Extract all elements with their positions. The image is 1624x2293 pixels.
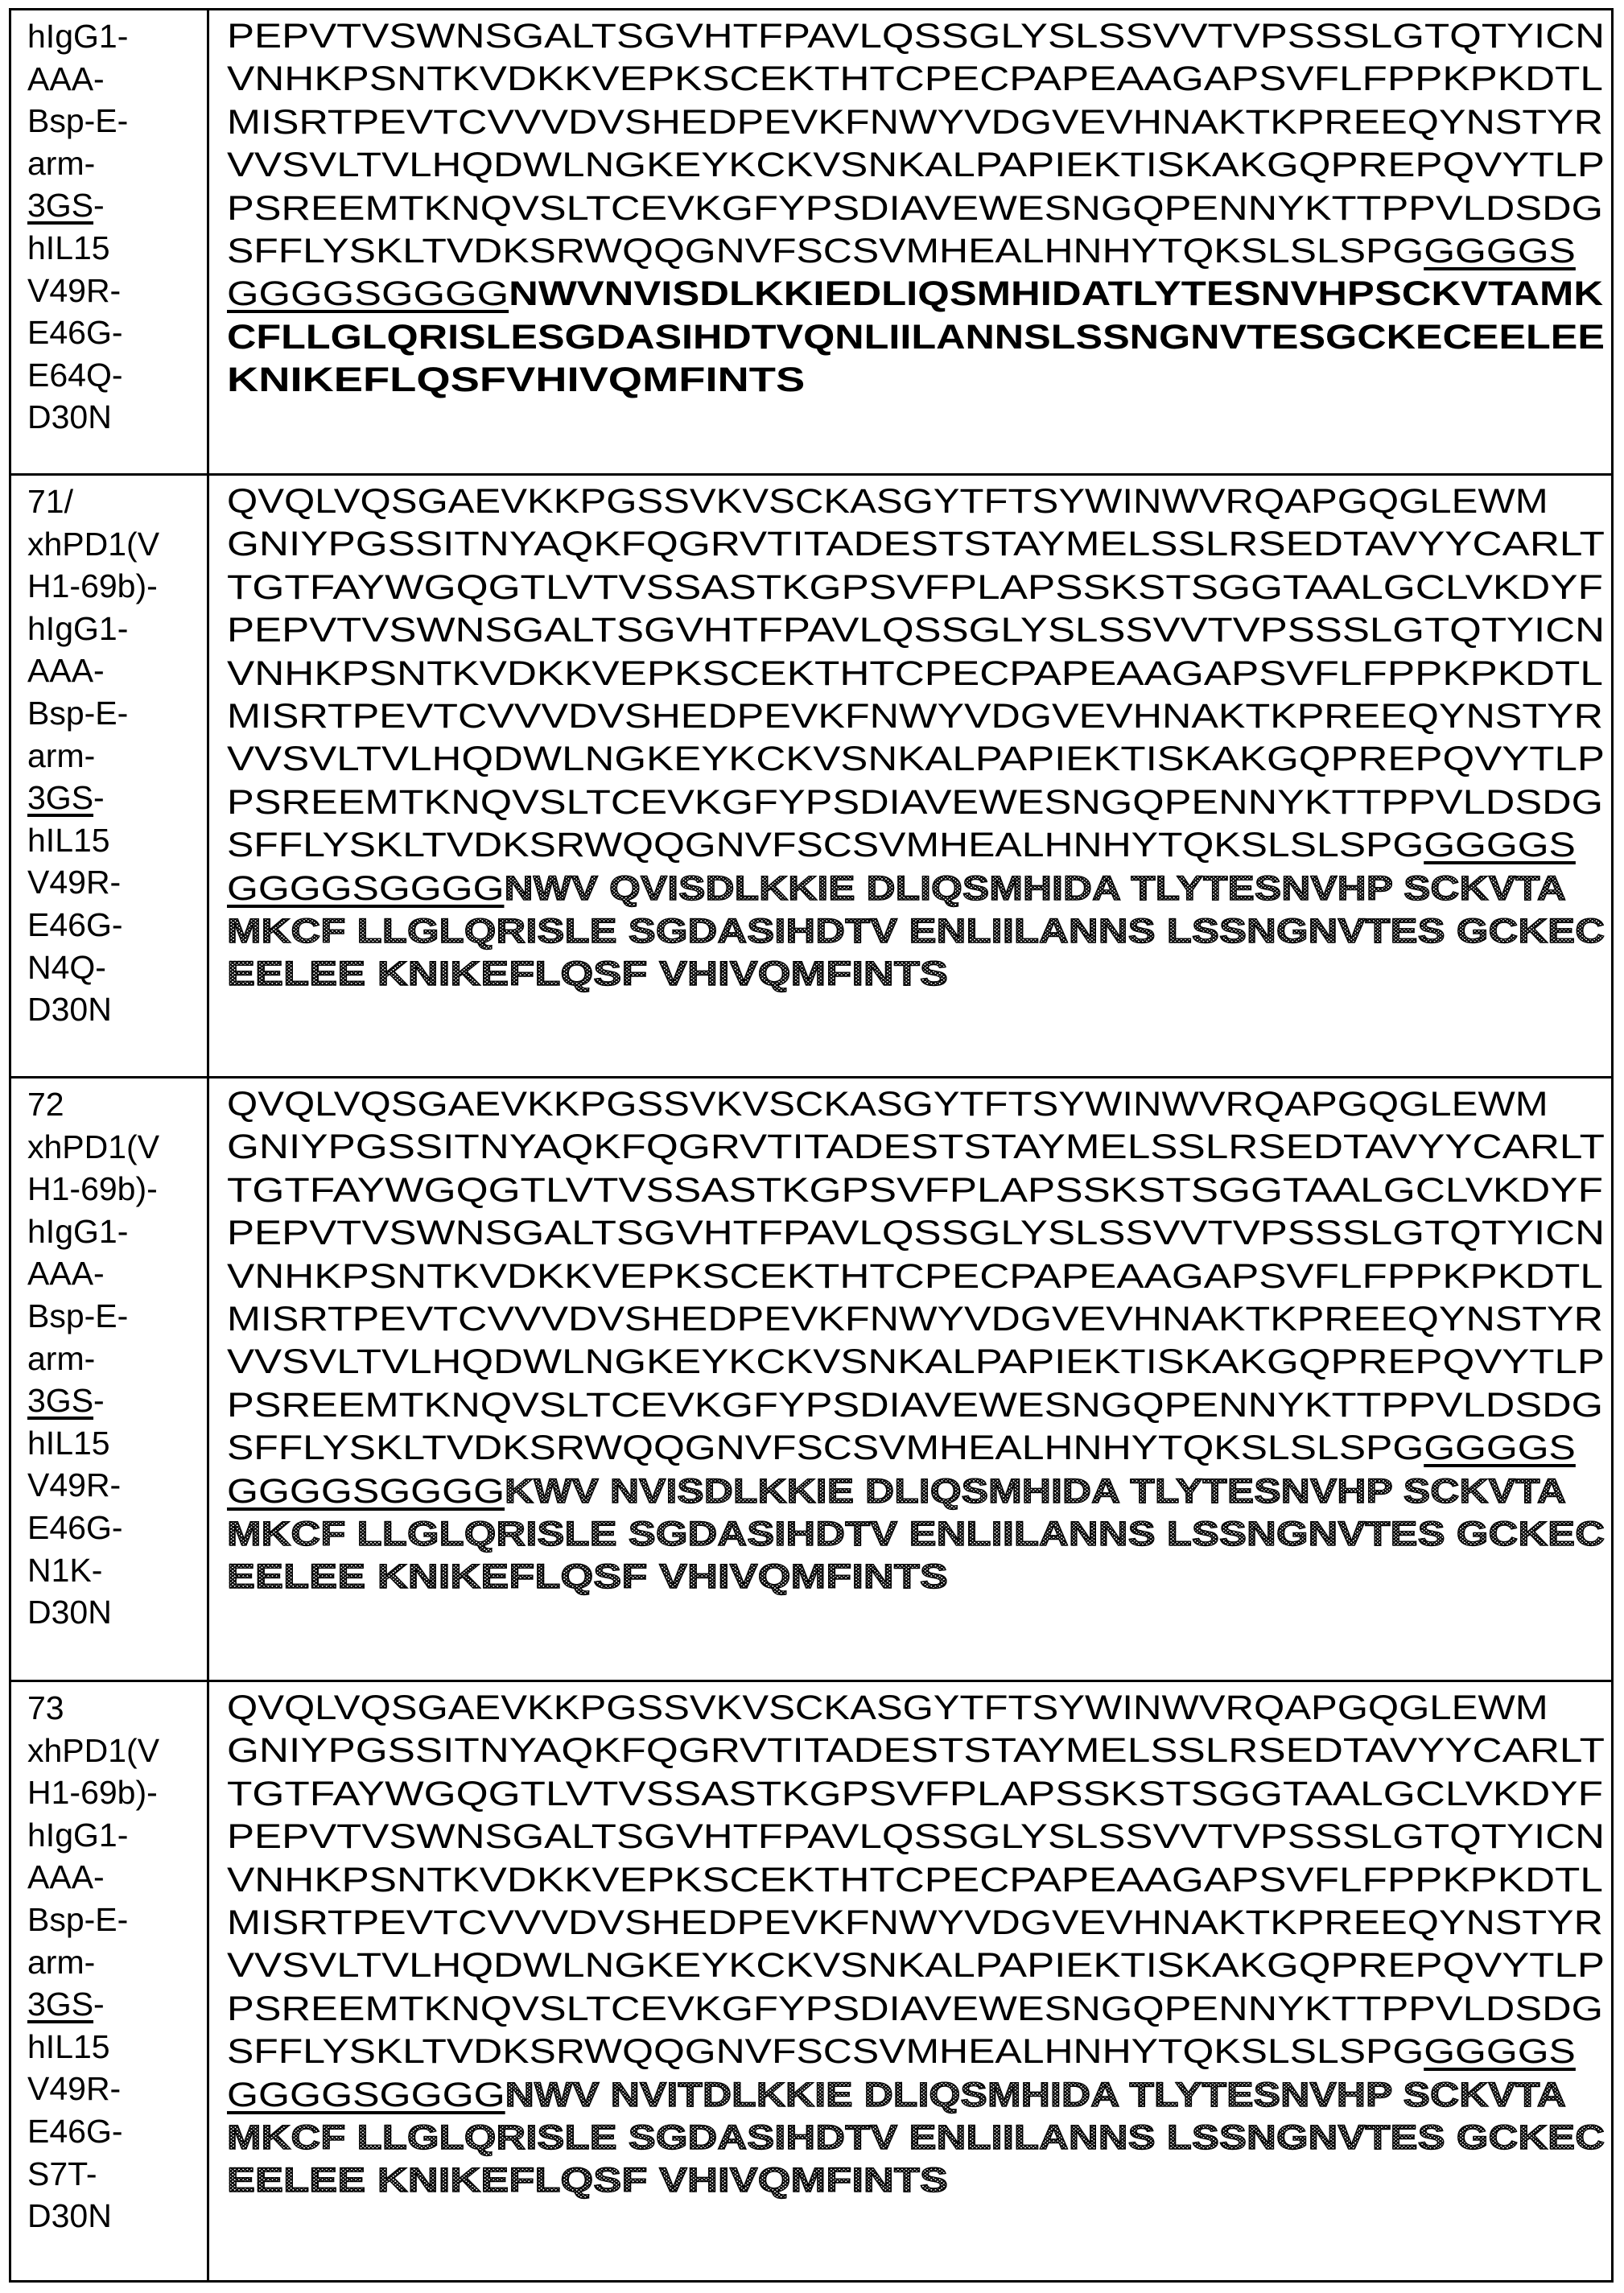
label-line: H1-69b)- (27, 1774, 158, 1812)
sequence-segment-dotted: KWV NVISDLKKIE DLIQSMHIDA TLYTESNVHP SCKVTA (505, 1471, 1567, 1511)
label-line: Bsp-E- (27, 1900, 129, 1938)
sequence-segment-underline: GGGGS (1424, 1429, 1576, 1468)
sequence-line (227, 1470, 1605, 1513)
sequence-segment-plain: PEPVTVSWNSGALTSGVHTFPAVLQSSGLYSLSSVVTVPSSSLGTQTYICN (227, 17, 1605, 56)
sequence-line (227, 653, 1605, 695)
table-row (11, 1680, 1611, 2280)
sequence-segment-plain: VVSVLTVLHQDWLNGKEYKCKVSNKALPAPIEKTISKAKGQPREPQVYTLP (227, 1342, 1605, 1382)
label-line: arm- (27, 736, 96, 774)
label-line: hIgG1- (27, 18, 129, 55)
sequence-segment-plain: SFFLYSKLTVDKSRWQQGNVFSCSVMHEALHNHYTQKSLSLSPG (227, 1429, 1424, 1468)
sequence-line (227, 101, 1605, 144)
label-line: V49R- (27, 864, 122, 901)
sequence-line (227, 1341, 1605, 1384)
sequence-line (227, 1126, 1605, 1169)
sequence-line (227, 1687, 1605, 1730)
sequence-line (227, 1384, 1605, 1427)
sequence-segment-dotted: EELEE KNIKEFLQSF VHIVQMFINTS (227, 1557, 948, 1597)
label-line: 3GS- (27, 1382, 105, 1420)
label-line: E46G- (27, 905, 123, 943)
label-line: hIgG1- (27, 609, 129, 647)
sequence-segment-plain: PSREEMTKNQVSLTCEVKGFYPSDIAVEWESNGQPENNYKTTPPVLDSDG (227, 782, 1603, 822)
label-line: hIgG1- (27, 1212, 129, 1250)
sequence-segment-plain: SFFLYSKLTVDKSRWQQGNVFSCSVMHEALHNHYTQKSLSLSPG (227, 2032, 1424, 2072)
sequence-segment-plain: SFFLYSKLTVDKSRWQQGNVFSCSVMHEALHNHYTQKSLSLSPG (227, 231, 1424, 270)
label-line: Bsp-E- (27, 1297, 129, 1334)
sequence-segment-plain: MISRTPEVTCVVVDVSHEDPEVKFNWYVDGVEVHNAKTKPREEQYNSTYR (227, 696, 1603, 736)
table-row (11, 1076, 1611, 1680)
sequence-cell (227, 1687, 1605, 2203)
label-line: N1K- (27, 1551, 103, 1589)
sequence-line (227, 316, 1605, 359)
label-line: V49R- (27, 271, 122, 309)
sequence-line (227, 953, 1605, 996)
sequence-line (227, 523, 1605, 566)
label-line: xhPD1(V (27, 1128, 160, 1165)
label-line: AAA- (27, 1858, 105, 1896)
sequence-segment-plain: PEPVTVSWNSGALTSGVHTFPAVLQSSGLYSLSSVVTVPSSSLGTQTYICN (227, 1214, 1605, 1253)
label-line: E64Q- (27, 356, 123, 394)
label-line: arm- (27, 1943, 96, 1981)
label-line: H1-69b)- (27, 1170, 158, 1208)
sequence-line (227, 2074, 1605, 2117)
sequence-segment-dotted: NWV NVITDLKKIE DLIQSMHIDA TLYTESNVHP SCKVTA (505, 2075, 1567, 2114)
label-line: D30N (27, 2197, 112, 2235)
sequence-line (227, 15, 1605, 58)
sequence-segment-plain: VVSVLTVLHQDWLNGKEYKCKVSNKALPAPIEKTISKAKGQPREPQVYTLP (227, 1946, 1605, 1986)
construct-label (27, 15, 200, 439)
sequence-line (227, 1298, 1605, 1341)
column-divider (207, 476, 209, 1076)
sequence-line (227, 1427, 1605, 1470)
sequence-cell (227, 15, 1605, 402)
sequence-segment-plain: SFFLYSKLTVDKSRWQQGNVFSCSVMHEALHNHYTQKSLSLSPG (227, 826, 1424, 865)
label-line: hIgG1- (27, 1816, 129, 1854)
sequence-segment-dotted: MKCF LLGLQRISLE SGDASIHDTV ENLIILANNS LSSNGNVTES GCKEC (227, 911, 1605, 951)
sequence-line (227, 824, 1605, 867)
label-line: D30N (27, 1594, 112, 1631)
label-line: xhPD1(V (27, 525, 160, 563)
sequence-segment-plain: QVQLVQSGAEVKKPGSSVKVSCKASGYTFTSYWINWVRQAPGQGLEWM (227, 1689, 1548, 1727)
sequence-line (227, 1556, 1605, 1598)
sequence-segment-underline: GGGGS (1424, 231, 1576, 270)
sequence-line (227, 2159, 1605, 2202)
sequence-segment-bold: NWVNVISDLKKIEDLIQSMHIDATLYTESNVHPSCKVTAMK (509, 274, 1604, 314)
sequence-segment-plain: TGTFAYWGQGTLVTVSSASTKGPSVFPLAPSSKSTSGGTAALGCLVKDYF (227, 1170, 1603, 1210)
sequence-segment-underline: GGGGSGGGG (227, 868, 505, 908)
sequence-line (227, 1988, 1605, 2031)
sequence-segment-plain: PSREEMTKNQVSLTCEVKGFYPSDIAVEWESNGQPENNYKTTPPVLDSDG (227, 188, 1603, 228)
label-line: E46G- (27, 1508, 123, 1546)
sequence-segment-plain: PEPVTVSWNSGALTSGVHTFPAVLQSSGLYSLSSVVTVPSSSLGTQTYICN (227, 611, 1605, 650)
label-line: hIL15 (27, 2027, 110, 2065)
sequence-segment-dotted: MKCF LLGLQRISLE SGDASIHDTV ENLIILANNS LSSNGNVTES GCKEC (227, 1514, 1605, 1553)
sequence-segment-plain: VVSVLTVLHQDWLNGKEYKCKVSNKALPAPIEKTISKAKGQPREPQVYTLP (227, 740, 1605, 779)
sequence-segment-plain: TGTFAYWGQGTLVTVSSASTKGPSVFPLAPSSKSTSGGTAALGCLVKDYF (227, 567, 1603, 607)
column-divider (207, 1682, 209, 2280)
sequence-segment-underline: GGGGSGGGG (227, 274, 509, 314)
sequence-line (227, 1513, 1605, 1556)
sequence-segment-plain: TGTFAYWGQGTLVTVSSASTKGPSVFPLAPSSKSTSGGTAALGCLVKDYF (227, 1774, 1603, 1813)
label-line: 3GS- (27, 779, 105, 817)
sequence-segment-plain: GNIYPGSSITNYAQKFQGRVTITADESTSTAYMELSSLRSEDTAVYYCARLT (227, 1731, 1605, 1771)
label-line: arm- (27, 1339, 96, 1377)
sequence-segment-dotted: EELEE KNIKEFLQSF VHIVQMFINTS (227, 955, 948, 994)
sequence-line (227, 1212, 1605, 1255)
sequence-line (227, 868, 1605, 910)
label-line: V49R- (27, 2070, 122, 2108)
sequence-line (227, 2117, 1605, 2159)
label-line: AAA- (27, 1255, 105, 1293)
sequence-line (227, 2031, 1605, 2073)
sequence-segment-plain: VNHKPSNTKVDKKVEPKSCEKTHTCPECPAPEAAGAPSVFLFPPKPKDTL (227, 1256, 1603, 1296)
sequence-segment-plain: QVQLVQSGAEVKKPGSSVKVSCKASGYTFTSYWINWVRQAPGQGLEWM (227, 1085, 1548, 1124)
sequence-line (227, 144, 1605, 187)
sequence-line (227, 359, 1605, 402)
sequence-line (227, 1773, 1605, 1816)
column-divider (207, 10, 209, 473)
sequence-segment-dotted: NWV QVISDLKKIE DLIQSMHIDA TLYTESNVHP SCKVTA (504, 868, 1566, 908)
construct-label (27, 480, 200, 1031)
label-line: Bsp-E- (27, 694, 129, 732)
sequence-segment-plain: GNIYPGSSITNYAQKFQGRVTITADESTSTAYMELSSLRSEDTAVYYCARLT (227, 1128, 1605, 1167)
sequence-line (227, 738, 1605, 781)
label-line: D30N (27, 398, 112, 436)
sequence-segment-plain: PSREEMTKNQVSLTCEVKGFYPSDIAVEWESNGQPENNYKTTPPVLDSDG (227, 1385, 1603, 1425)
sequence-line (227, 58, 1605, 101)
sequence-cell (227, 1083, 1605, 1599)
sequence-line (227, 230, 1605, 273)
sequence-line (227, 1945, 1605, 1987)
sequence-segment-plain: PEPVTVSWNSGALTSGVHTFPAVLQSSGLYSLSSVVTVPSSSLGTQTYICN (227, 1817, 1605, 1857)
table-row (11, 10, 1611, 473)
sequence-segment-dotted: MKCF LLGLQRISLE SGDASIHDTV ENLIILANNS LSSNGNVTES GCKEC (227, 2118, 1605, 2157)
sequence-segment-underline: GGGGSGGGG (227, 2075, 505, 2114)
label-line: hIL15 (27, 1424, 110, 1462)
sequence-segment-plain: MISRTPEVTCVVVDVSHEDPEVKFNWYVDGVEVHNAKTKPREEQYNSTYR (227, 1903, 1603, 1942)
table-row (11, 473, 1611, 1076)
sequence-line (227, 782, 1605, 824)
sequence-segment-plain: MISRTPEVTCVVVDVSHEDPEVKFNWYVDGVEVHNAKTKPREEQYNSTYR (227, 1299, 1603, 1338)
label-line: Bsp-E- (27, 102, 129, 140)
sequence-segment-bold: CFLLGLQRISLESGDASIHDTVQNLIILANNSLSSNGNVTESGCKECEELEE (227, 317, 1605, 357)
label-line: D30N (27, 991, 112, 1029)
label-line: AAA- (27, 60, 105, 97)
construct-label (27, 1687, 200, 2237)
label-line: E46G- (27, 2112, 123, 2150)
sequence-line (227, 1816, 1605, 1858)
sequence-segment-underline: GGGGS (1424, 826, 1576, 865)
sequence-segment-plain: VNHKPSNTKVDKKVEPKSCEKTHTCPECPAPEAAGAPSVFLFPPKPKDTL (227, 1860, 1603, 1899)
label-line: 3GS- (27, 187, 105, 225)
sequence-segment-plain: VVSVLTVLHQDWLNGKEYKCKVSNKALPAPIEKTISKAKGQPREPQVYTLP (227, 146, 1605, 185)
label-line: xhPD1(V (27, 1731, 160, 1769)
label-line: E46G- (27, 314, 123, 352)
sequence-line (227, 1256, 1605, 1298)
column-divider (207, 1078, 209, 1680)
label-line: 73 (27, 1689, 64, 1726)
sequence-segment-plain: MISRTPEVTCVVVDVSHEDPEVKFNWYVDGVEVHNAKTKPREEQYNSTYR (227, 102, 1603, 142)
sequence-line (227, 567, 1605, 609)
sequence-line (227, 910, 1605, 953)
label-line: arm- (27, 144, 96, 182)
label-line: 71/ (27, 483, 73, 520)
sequence-line (227, 273, 1605, 315)
sequence-segment-plain: GNIYPGSSITNYAQKFQGRVTITADESTSTAYMELSSLRSEDTAVYYCARLT (227, 525, 1605, 564)
sequence-segment-plain: PSREEMTKNQVSLTCEVKGFYPSDIAVEWESNGQPENNYKTTPPVLDSDG (227, 1989, 1603, 2028)
sequence-line (227, 695, 1605, 738)
label-line: 72 (27, 1086, 64, 1123)
sequence-segment-underline: GGGGSGGGG (227, 1471, 505, 1511)
label-line: V49R- (27, 1466, 122, 1504)
sequence-segment-dotted: EELEE KNIKEFLQSF VHIVQMFINTS (227, 2161, 948, 2200)
label-line: 3GS- (27, 1986, 105, 2023)
sequence-segment-underline: GGGGS (1424, 2032, 1576, 2072)
label-line: S7T- (27, 2155, 97, 2192)
construct-label (27, 1083, 200, 1634)
label-line: N4Q- (27, 948, 106, 986)
label-line: AAA- (27, 652, 105, 690)
sequence-segment-plain: VNHKPSNTKVDKKVEPKSCEKTHTCPECPAPEAAGAPSVFLFPPKPKDTL (227, 654, 1603, 693)
sequence-line (227, 1859, 1605, 1902)
sequence-cell (227, 480, 1605, 996)
sequence-line (227, 1169, 1605, 1212)
label-line: hIL15 (27, 229, 110, 266)
sequence-segment-plain: VNHKPSNTKVDKKVEPKSCEKTHTCPECPAPEAAGAPSVFLFPPKPKDTL (227, 60, 1603, 99)
sequence-segment-plain: QVQLVQSGAEVKKPGSSVKVSCKASGYTFTSYWINWVRQAPGQGLEWM (227, 482, 1548, 521)
label-line: H1-69b)- (27, 567, 158, 605)
sequence-segment-bold: KNIKEFLQSFVHIVQMFINTS (227, 361, 806, 400)
sequence-line (227, 188, 1605, 230)
sequence-line (227, 480, 1605, 523)
label-line: hIL15 (27, 821, 110, 859)
sequence-table (9, 8, 1614, 2283)
sequence-line (227, 1083, 1605, 1126)
sequence-line (227, 1902, 1605, 1945)
sequence-line (227, 1730, 1605, 1772)
sequence-line (227, 609, 1605, 652)
